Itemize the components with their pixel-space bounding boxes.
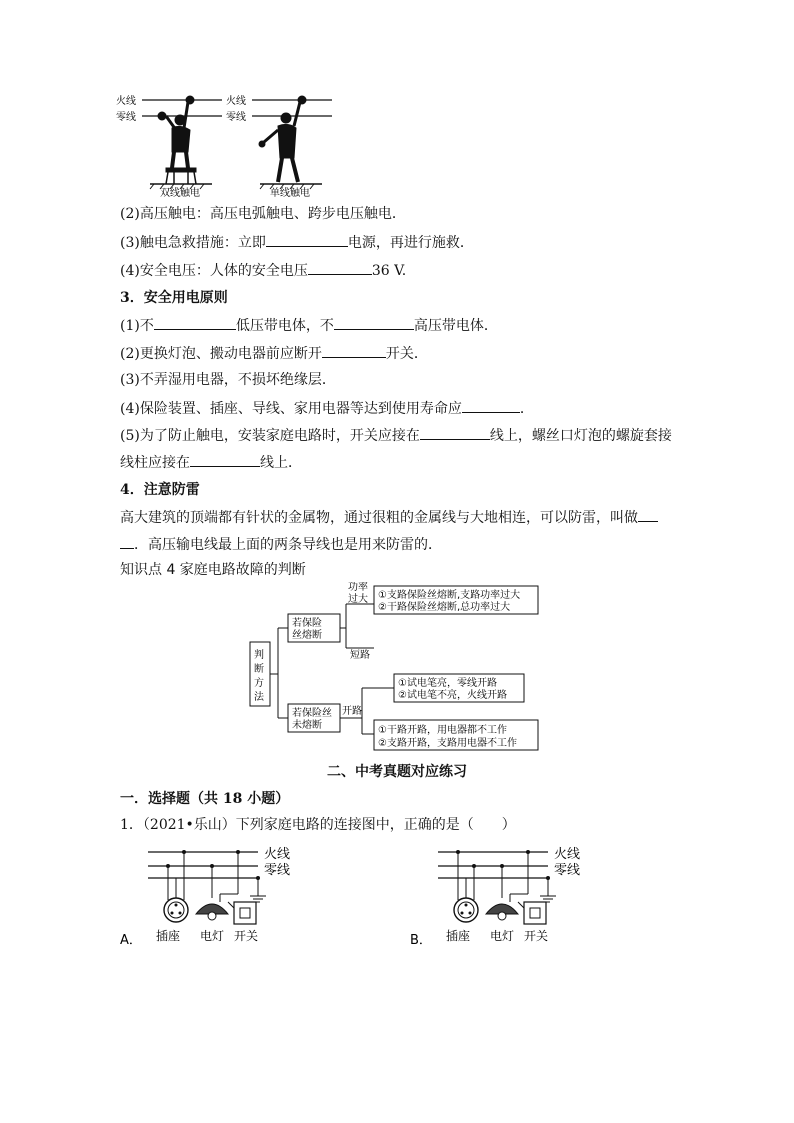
line-principle-1-b: 低压带电体，不 xyxy=(235,318,334,334)
switch-icon xyxy=(524,902,546,924)
short-circuit-label: 短路 xyxy=(350,650,370,661)
b-lamp-label: 电灯 xyxy=(490,929,515,943)
line-principle-5-a: (5)为了防止触电，安装家庭电路时，开关应接在 xyxy=(120,428,420,444)
blank xyxy=(638,507,658,522)
b-live-label: 火线 xyxy=(554,847,581,862)
fault-tree xyxy=(246,582,546,754)
line-lightning-2-text: ．高压输电线最上面的两条导线也是用来防雷的． xyxy=(134,537,442,553)
box1-line1: ①支路保险丝熔断,支路功率过大 xyxy=(378,590,521,601)
fuse-not-blown-1: 若保险丝 xyxy=(292,708,332,719)
line-safe-voltage-b: 36 V. xyxy=(371,263,407,279)
a-lamp-label: 电灯 xyxy=(200,929,225,943)
fuse-blown-1: 若保险 xyxy=(292,618,322,629)
line-safe-voltage xyxy=(120,260,406,281)
person-double-wire xyxy=(150,96,212,184)
line-high-voltage: (2)高压触电：高压电弧触电、跨步电压触电． xyxy=(120,206,406,222)
socket-icon xyxy=(164,898,188,922)
power-too-big-2: 过大 xyxy=(348,594,368,605)
line-principle-4 xyxy=(120,398,534,419)
blank xyxy=(120,534,134,549)
shock-figure xyxy=(110,88,340,200)
root-char-1: 判 xyxy=(254,650,264,661)
line-first-aid-a: (3)触电急救措施：立即 xyxy=(120,235,266,251)
a-socket-label: 插座 xyxy=(156,929,181,943)
lamp-icon xyxy=(196,904,228,920)
open-circuit-label: 开路 xyxy=(342,706,362,717)
line-principle-1-c: 高压带电体． xyxy=(413,318,498,334)
a-neutral-label: 零线 xyxy=(264,863,291,878)
line-principle-5-cont-a: 线柱应接在 xyxy=(120,455,190,471)
line-lightning-1 xyxy=(120,507,658,528)
line-principle-4-a: (4)保险装置、插座、导线、家用电器等达到使用寿命应 xyxy=(120,401,462,417)
line-safe-voltage-a: (4)安全电压：人体的安全电压 xyxy=(120,263,308,279)
blank xyxy=(334,315,414,330)
line-first-aid xyxy=(120,232,474,253)
knowledge-point-4: 知识点 4 家庭电路故障的判断 xyxy=(120,562,306,578)
line-principle-5 xyxy=(120,425,672,446)
line-principle-5-b: 线上，螺丝口灯泡的螺旋套接 xyxy=(489,428,672,444)
box1-line2: ②干路保险丝熔断,总功率过大 xyxy=(378,602,511,613)
fuse-not-blown-2: 未熔断 xyxy=(292,720,322,731)
root-char-3: 方 xyxy=(254,678,264,689)
box3-line2: ②支路开路，支路用电器不工作 xyxy=(378,738,517,749)
blank xyxy=(462,398,520,413)
root-char-2: 断 xyxy=(254,664,264,675)
line-principle-1 xyxy=(120,315,498,336)
heading-safety-principles: 3．安全用电原则 xyxy=(120,290,228,306)
blank xyxy=(322,343,386,358)
line-principle-4-b: ． xyxy=(519,401,534,417)
circuit-option-a[interactable] xyxy=(116,842,306,948)
line-principle-2-b: 开关． xyxy=(385,346,428,362)
right-neutral-label: 零线 xyxy=(226,112,246,123)
right-caption: 单线触电 xyxy=(270,188,310,199)
left-neutral-label: 零线 xyxy=(116,112,136,123)
socket-icon xyxy=(454,898,478,922)
line-principle-5-cont xyxy=(120,452,302,473)
line-principle-3: (3)不弄湿用电器，不损坏绝缘层． xyxy=(120,372,336,388)
line-principle-2 xyxy=(120,343,428,364)
box3-line1: ①干路开路，用电器都不工作 xyxy=(378,725,507,736)
choice-section-title: 一．选择题（共 18 小题） xyxy=(120,791,290,807)
line-lightning-2 xyxy=(120,534,442,555)
box2-line2: ②试电笔不亮，火线开路 xyxy=(398,690,507,701)
blank xyxy=(420,425,490,440)
line-principle-2-a: (2)更换灯泡、搬动电器前应断开 xyxy=(120,346,322,362)
right-live-label: 火线 xyxy=(226,96,246,107)
fuse-blown-2: 丝熔断 xyxy=(292,630,322,641)
b-neutral-label: 零线 xyxy=(554,863,581,878)
section-2-title: 二、中考真题对应练习 xyxy=(327,764,467,780)
line-lightning-1-text: 高大建筑的顶端都有针状的金属物，通过很粗的金属线与大地相连，可以防雷，叫做 xyxy=(120,510,638,526)
blank xyxy=(308,260,372,275)
option-b-label: B． xyxy=(410,933,432,948)
person-single-wire xyxy=(259,96,322,184)
root-char-4: 法 xyxy=(254,692,264,703)
heading-lightning: 4．注意防雷 xyxy=(120,482,200,498)
box2-line1: ①试电笔亮，零线开路 xyxy=(398,678,497,689)
a-switch-label: 开关 xyxy=(234,929,259,943)
left-caption: 双线触电 xyxy=(160,188,200,199)
line-principle-1-a: (1)不 xyxy=(120,318,154,334)
blank xyxy=(154,315,236,330)
power-too-big-1: 功率 xyxy=(348,582,368,593)
b-switch-label: 开关 xyxy=(524,929,549,943)
line-principle-5-cont-b: 线上． xyxy=(260,455,302,471)
circuit-option-b[interactable] xyxy=(406,842,596,948)
b-socket-label: 插座 xyxy=(446,929,471,943)
blank xyxy=(190,452,260,467)
lamp-icon xyxy=(486,904,518,920)
option-a-label: A． xyxy=(120,933,142,948)
switch-icon xyxy=(234,902,256,924)
left-live-label: 火线 xyxy=(116,96,136,107)
blank xyxy=(266,232,348,247)
a-live-label: 火线 xyxy=(264,847,291,862)
question-1: 1．（2021•乐山）下列家庭电路的连接图中，正确的是（ ） xyxy=(120,817,516,833)
line-first-aid-b: 电源，再进行施救． xyxy=(347,235,474,251)
